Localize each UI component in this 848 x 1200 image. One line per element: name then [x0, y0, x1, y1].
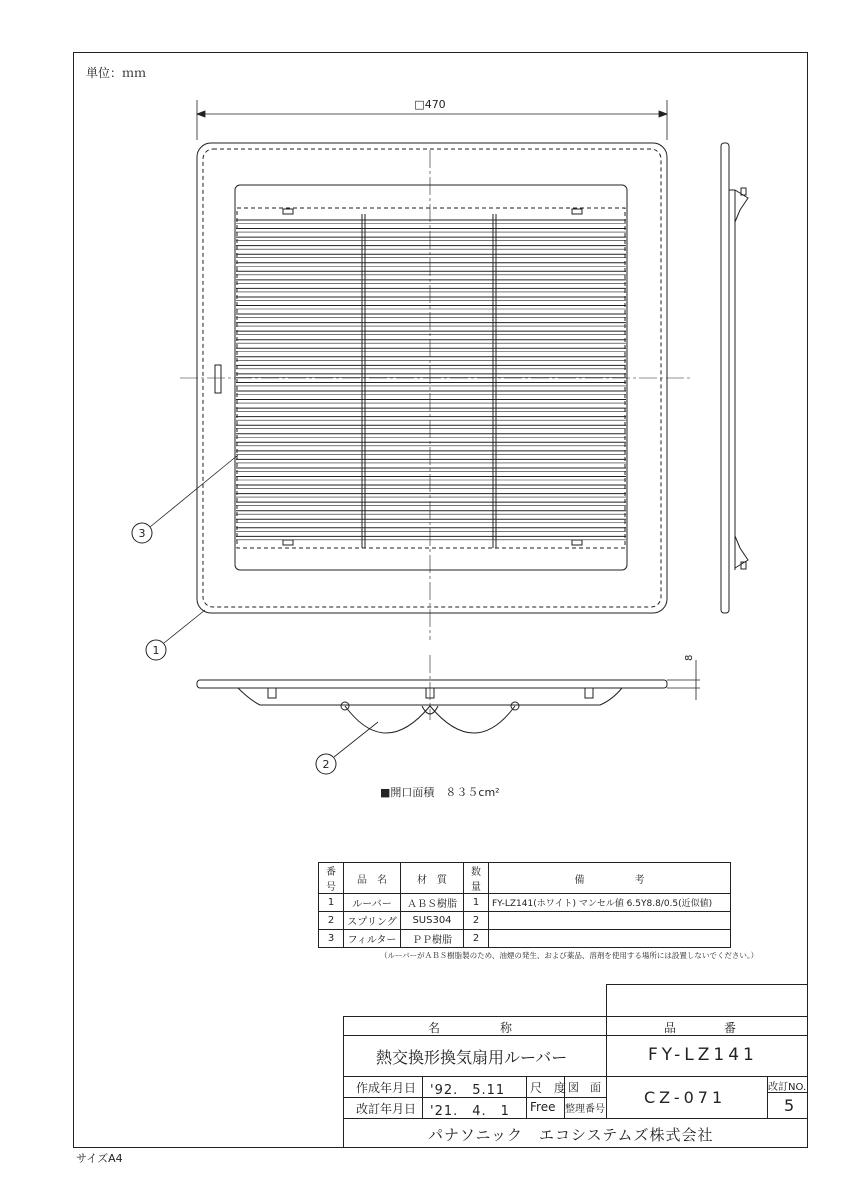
parts-note: （ルーバーがＡＢＳ樹脂製のため、油煙の発生、および薬品、溶剤を使用する場所には設置しないでください。） [380, 951, 759, 960]
table-row [319, 930, 731, 948]
revised-date: '21. 4. 1 [430, 1104, 510, 1119]
callout-3 [132, 523, 152, 543]
product-name: 熱交換形換気扇用ルーバー [376, 1048, 568, 1067]
side-panel [721, 143, 729, 613]
company-name: パナソニック エコシステムズ株式会社 [428, 1126, 714, 1144]
revised-label: 改訂年月日 [356, 1102, 417, 1116]
name-header: 名 称 [428, 1021, 513, 1035]
row-cell: 1 [464, 894, 489, 912]
row-cell: 2 [464, 912, 489, 930]
bottom-screw [585, 688, 593, 698]
title-block-empty-cell [606, 984, 808, 1017]
bottom-panel [197, 680, 667, 688]
louver-clip [283, 540, 293, 545]
table-row [319, 894, 731, 912]
depth-dimension: 8 [684, 654, 695, 661]
front-view [180, 143, 690, 640]
dates-divider [343, 1097, 607, 1098]
dates-col-divider-3 [564, 1076, 565, 1119]
side-spring-mount [735, 190, 748, 568]
row-cell [489, 912, 731, 930]
header-name: 品 名 [344, 863, 401, 894]
parts-table [318, 862, 731, 948]
row-cell: SUS304 [401, 912, 464, 930]
leader-3 [150, 455, 238, 527]
row-cell: ＰＰ樹脂 [401, 930, 464, 948]
product-number: FY-LZ141 [648, 1045, 758, 1065]
scale-label: 尺 度 [530, 1081, 567, 1095]
revision-label: 改訂NO. [768, 1082, 807, 1093]
drawing-label-top: 図 面 [568, 1081, 601, 1094]
row-cell: FY-LZ141(ホワイト) マンセル値 6.5Y8.8/0.5(近似値) [489, 894, 731, 912]
row-cell: ＡＢＳ樹脂 [401, 894, 464, 912]
row-cell: 3 [319, 930, 344, 948]
louver-clip [572, 540, 582, 545]
callout-1-label: 1 [152, 644, 160, 657]
callout-2-label: 2 [322, 758, 330, 771]
parts-table-header [319, 863, 731, 894]
dates-col-divider-1 [422, 1076, 423, 1119]
size-label: サイズA4 [76, 1152, 123, 1165]
header-qty: 数量 [464, 863, 489, 894]
bottom-screw [268, 688, 276, 698]
opening-area-label: ■開口面積 ８３５cm² [380, 786, 500, 799]
width-dimension: □470 [414, 98, 446, 111]
row-cell: 2 [319, 912, 344, 930]
row-cell: スプリング [344, 912, 401, 930]
louver-clip [283, 209, 293, 214]
leader-2 [334, 722, 378, 757]
row-cell: 1 [319, 894, 344, 912]
revision-number: 5 [784, 1096, 795, 1115]
row-cell: 2 [464, 930, 489, 948]
dates-col-divider-2 [526, 1076, 527, 1119]
scale-value: Free [530, 1100, 556, 1114]
leader-1 [164, 610, 205, 643]
bottom-view [197, 655, 667, 733]
louver-latch [215, 365, 221, 393]
header-number: 番号 [319, 863, 344, 894]
side-view [721, 143, 748, 613]
header-remarks: 備 考 [489, 863, 731, 894]
header-material: 材 質 [401, 863, 464, 894]
callout-2 [316, 754, 336, 774]
row-cell [489, 930, 731, 948]
callout-3-label: 3 [138, 527, 146, 540]
drawing-number: CZ-071 [644, 1088, 727, 1107]
row-cell: ルーバー [344, 894, 401, 912]
created-date: '92. 5.11 [430, 1083, 506, 1098]
louver-clip [572, 209, 582, 214]
table-row [319, 912, 731, 930]
unit-label: 単位：ｍｍ [86, 66, 147, 80]
drawing-label-bottom: 整理番号 [565, 1104, 605, 1115]
revision-divider [767, 1092, 808, 1093]
row-cell: フィルター [344, 930, 401, 948]
callout-1 [146, 640, 166, 660]
created-label: 作成年月日 [356, 1081, 417, 1095]
number-header: 品 番 [664, 1021, 737, 1035]
